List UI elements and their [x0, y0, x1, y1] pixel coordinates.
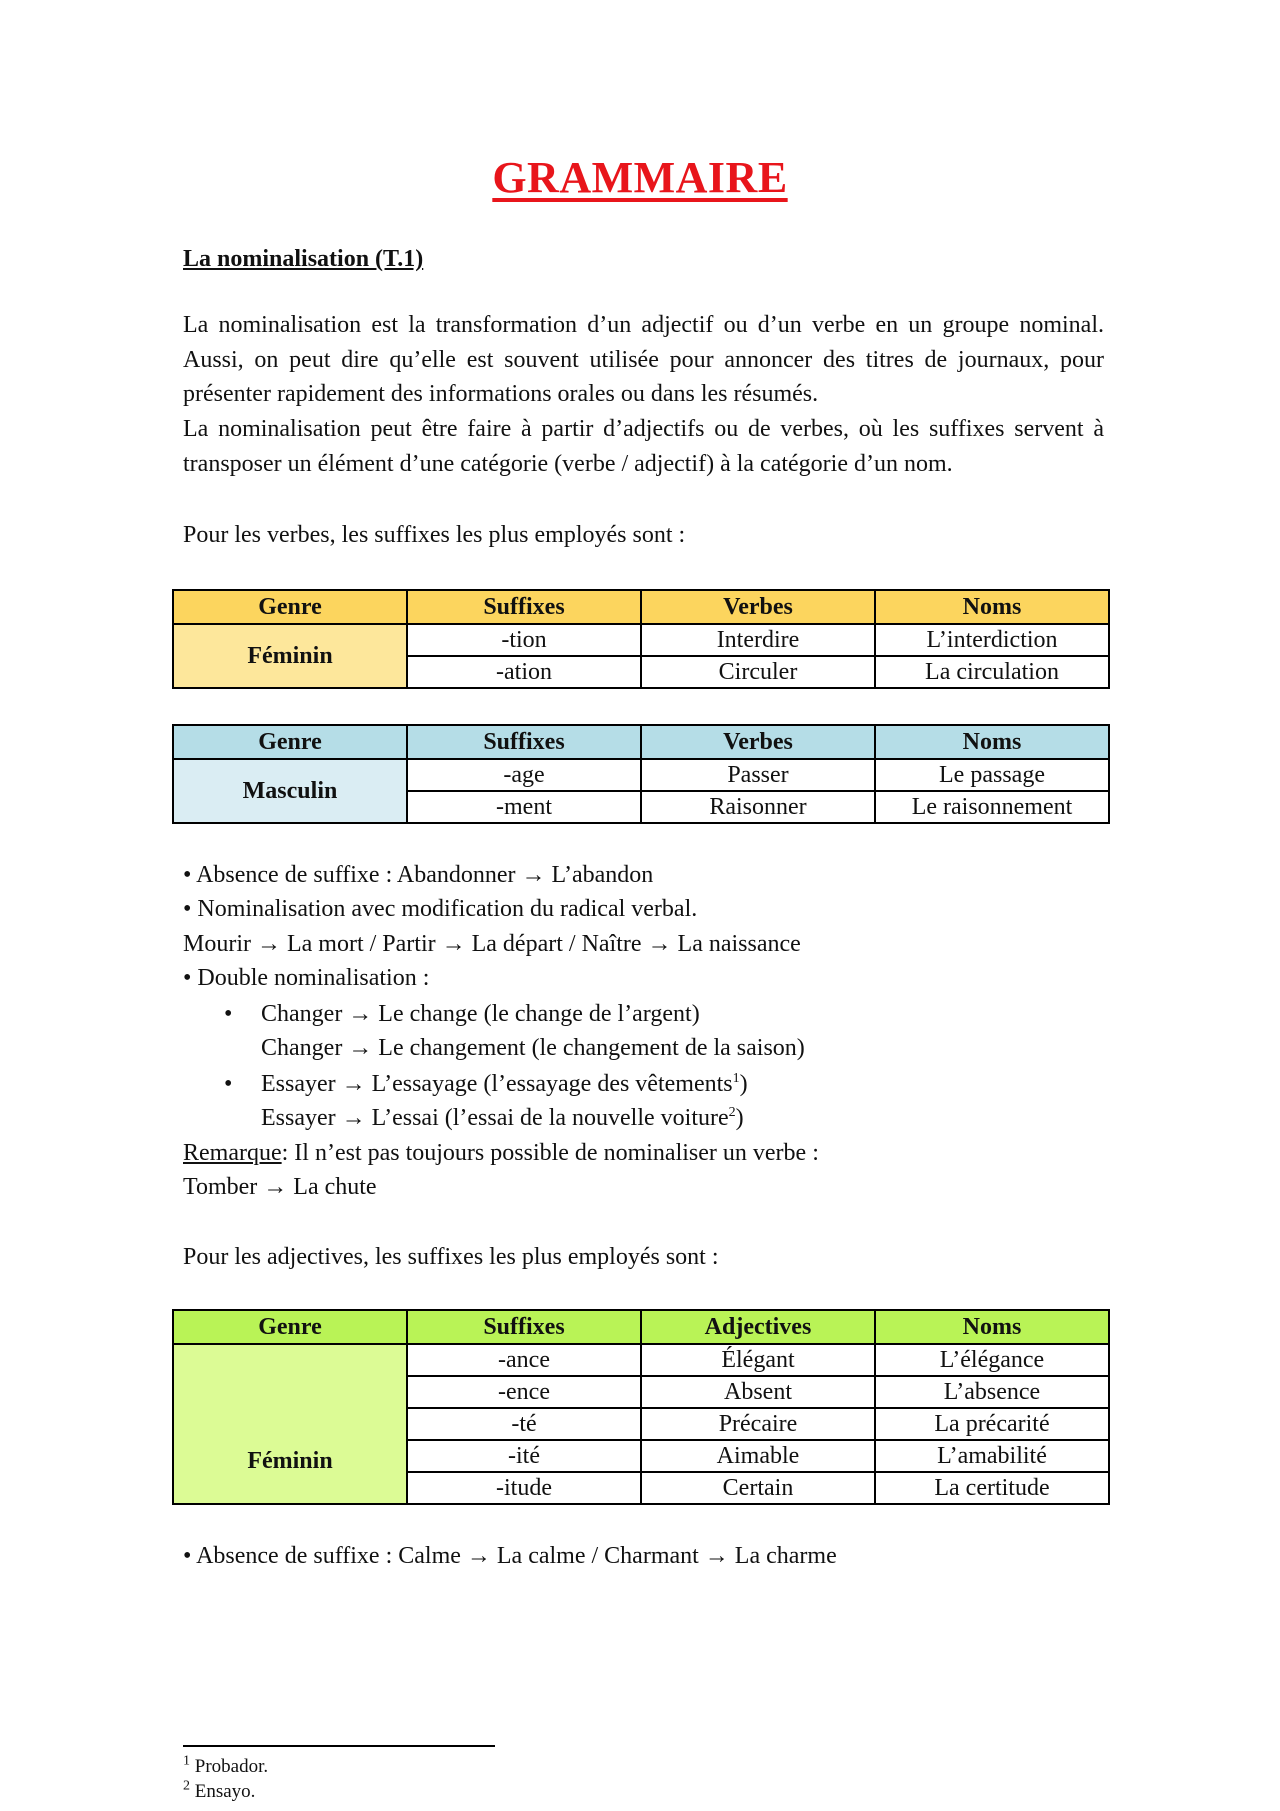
suffix-cell: -ence — [407, 1376, 641, 1408]
header-suffixes: Suffixes — [407, 725, 641, 759]
adjective-cell: Élégant — [641, 1344, 875, 1376]
verb-cell: Raisonner — [641, 791, 875, 823]
remark-text: : Il n’est pas toujours possible de nominaliser un verbe : — [281, 1140, 819, 1166]
table-header-row — [173, 725, 1109, 759]
table-adjectives — [172, 1309, 1110, 1505]
table-row — [173, 624, 1109, 656]
example-essai-2-text: Essayer → L’essai (l’essai de la nouvelle voiture — [261, 1105, 729, 1131]
page-title: GRAMMAIRE — [492, 153, 788, 202]
noun-cell: L’amabilité — [875, 1440, 1109, 1472]
note-radical: • Nominalisation avec modification du radical verbal. — [183, 896, 698, 922]
table-feminine-verbs — [172, 589, 1110, 689]
example-change-2: Changer → Le changement (le changement de la saison) — [261, 1035, 805, 1061]
adjective-cell: Certain — [641, 1472, 875, 1504]
remark-label: Remarque — [183, 1140, 282, 1166]
footnote-2 — [183, 1780, 255, 1804]
note-absence-suffix: • Absence de suffixe : Abandonner → L’abandon — [183, 862, 654, 888]
verbs-intro: Pour les verbes, les suffixes les plus employés sont : — [183, 522, 686, 548]
footnote-ref-1: 1 — [732, 1071, 740, 1086]
verb-cell: Passer — [641, 759, 875, 791]
footnote-divider — [183, 1745, 495, 1747]
suffix-cell: -ation — [407, 656, 641, 688]
example-change-1: Changer → Le change (le change de l’argent) — [261, 1001, 700, 1027]
noun-cell: L’élégance — [875, 1344, 1109, 1376]
remark-example: Tomber → La chute — [183, 1174, 377, 1200]
suffix-cell: -itude — [407, 1472, 641, 1504]
adjective-cell: Précaire — [641, 1408, 875, 1440]
footnote-number: 2 — [183, 1778, 190, 1794]
adjectives-intro: Pour les adjectives, les suffixes les plus employés sont : — [183, 1244, 719, 1270]
section-heading: La nominalisation (T.1) — [183, 246, 424, 272]
example-essai-2 — [261, 1101, 744, 1135]
table-row — [173, 759, 1109, 791]
example-essai-1-text: Essayer → L’essayage (l’essayage des vêtements — [261, 1071, 733, 1097]
genre-cell: Féminin — [173, 1344, 407, 1504]
footnote-text: Ensayo. — [190, 1781, 256, 1802]
header-noms: Noms — [875, 590, 1109, 624]
suffix-cell: -té — [407, 1408, 641, 1440]
list-bullet: • — [224, 1071, 233, 1097]
header-noms: Noms — [875, 1310, 1109, 1344]
footnote-ref-2: 2 — [728, 1105, 736, 1120]
verb-cell: Interdire — [641, 624, 875, 656]
header-genre: Genre — [173, 590, 407, 624]
noun-cell: La circulation — [875, 656, 1109, 688]
header-genre: Genre — [173, 725, 407, 759]
intro-paragraph-2: La nominalisation peut être faire à partir d’adjectifs ou de verbes, où les suffixes servent à transposer un élément d’une catégorie (verbe / adjectif) à la catégorie d’un nom. — [183, 416, 1104, 477]
adjective-note: • Absence de suffixe : Calme → La calme / Charmant → La charme — [183, 1543, 837, 1569]
verb-cell: Circuler — [641, 656, 875, 688]
genre-cell: Féminin — [173, 624, 407, 688]
genre-cell: Masculin — [173, 759, 407, 823]
suffix-cell: -ment — [407, 791, 641, 823]
table-header-row — [173, 590, 1109, 624]
header-adjectives: Adjectives — [641, 1310, 875, 1344]
table-header-row — [173, 1310, 1109, 1344]
header-verbes: Verbes — [641, 590, 875, 624]
suffix-cell: -age — [407, 759, 641, 791]
header-suffixes: Suffixes — [407, 590, 641, 624]
note-double: • Double nominalisation : — [183, 965, 430, 991]
header-genre: Genre — [173, 1310, 407, 1344]
noun-cell: L’absence — [875, 1376, 1109, 1408]
table-row — [173, 1344, 1109, 1376]
noun-cell: Le passage — [875, 759, 1109, 791]
example-essai-1 — [261, 1067, 748, 1101]
noun-cell: Le raisonnement — [875, 791, 1109, 823]
example-essai-2-close: ) — [735, 1105, 744, 1131]
note-radical-examples: Mourir → La mort / Partir → La départ / Naître → La naissance — [183, 931, 801, 957]
list-bullet: • — [224, 1001, 233, 1027]
suffix-cell: -tion — [407, 624, 641, 656]
header-suffixes: Suffixes — [407, 1310, 641, 1344]
noun-cell: L’interdiction — [875, 624, 1109, 656]
suffix-cell: -ance — [407, 1344, 641, 1376]
footnote-1 — [183, 1755, 268, 1779]
footnote-text: Probador. — [190, 1756, 269, 1777]
header-noms: Noms — [875, 725, 1109, 759]
intro-paragraph-1: La nominalisation est la transformation d’un adjectif ou d’un verbe en un groupe nominal. Aussi, on peut dire qu’elle est souvent utilisée pour annoncer des titres de journaux, pour présenter rapidement des informations orales ou dans les résumés. — [183, 312, 1104, 407]
adjective-cell: Absent — [641, 1376, 875, 1408]
footnote-number: 1 — [183, 1753, 190, 1769]
header-verbes: Verbes — [641, 725, 875, 759]
example-essai-1-close: ) — [739, 1071, 748, 1097]
remark — [183, 1136, 819, 1170]
adjective-cell: Aimable — [641, 1440, 875, 1472]
noun-cell: La précarité — [875, 1408, 1109, 1440]
noun-cell: La certitude — [875, 1472, 1109, 1504]
table-masculine-verbs — [172, 724, 1110, 824]
suffix-cell: -ité — [407, 1440, 641, 1472]
